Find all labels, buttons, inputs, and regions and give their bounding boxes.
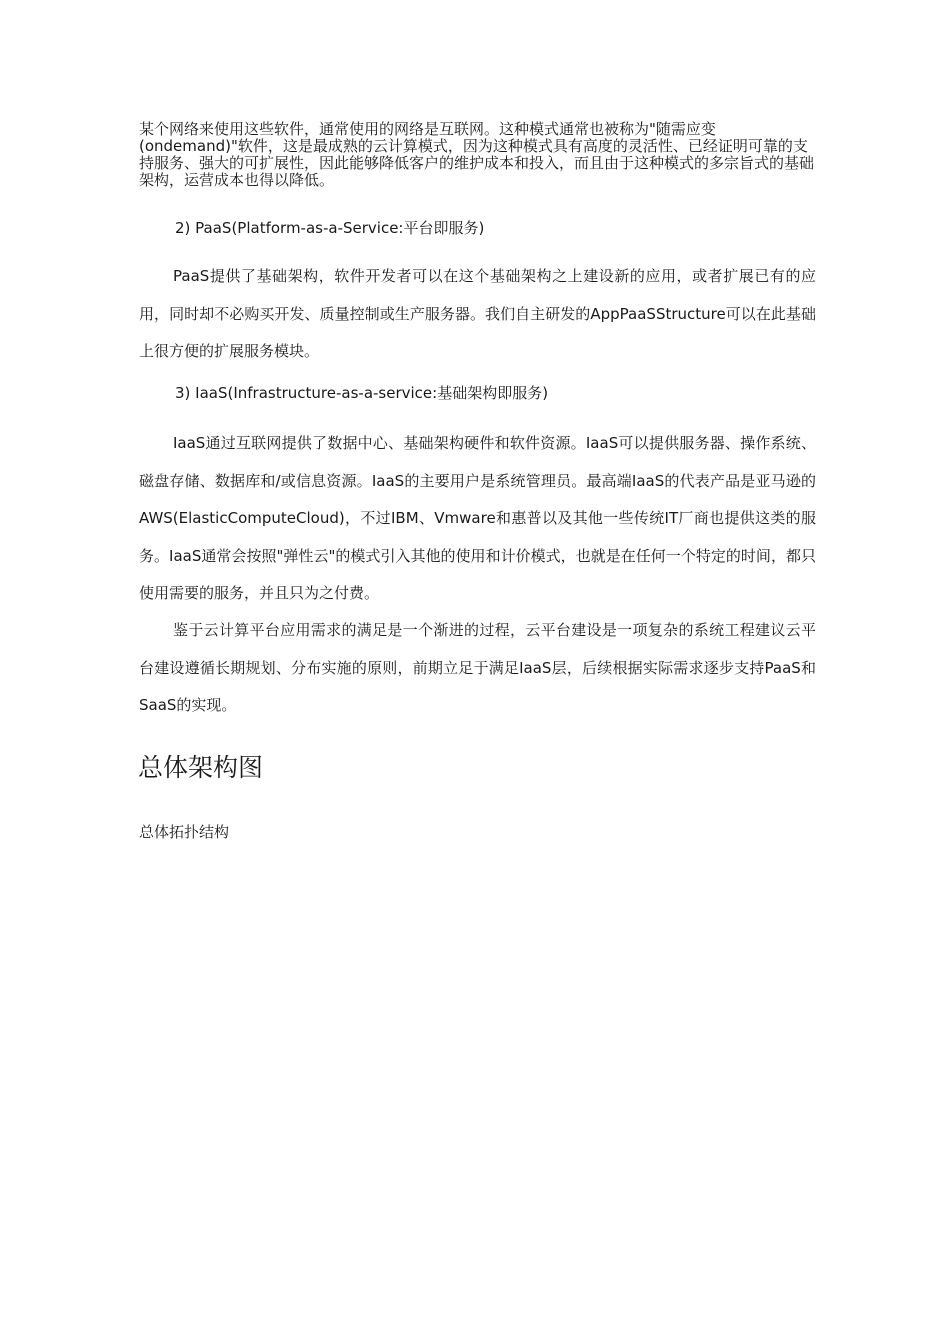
conclusion-paragraph: 鉴于云计算平台应用需求的满足是一个渐进的过程，云平台建设是一项复杂的系统工程建议云平台建设遵循长期规划、分布实施的原则，前期立足于满足IaaS层，后续根据实际需求逐步支持PaaS和SaaS的实现。	[139, 621, 816, 714]
subsection-heading: 总体拓扑结构	[139, 823, 230, 841]
iaas-list-item: 3) IaaS(Infrastructure-as-a-service:基础架构即服务)	[175, 384, 549, 402]
section-heading: 总体架构图	[138, 753, 264, 782]
paas-paragraph: PaaS提供了基础架构，软件开发者可以在这个基础架构之上建设新的应用，或者扩展已有的应用，同时却不必购买开发、质量控制或生产服务器。我们自主研发的AppPaaSStructure可以在此基础上很方便的扩展服务模块。	[139, 267, 816, 360]
iaas-paragraph: IaaS通过互联网提供了数据中心、基础架构硬件和软件资源。IaaS可以提供服务器、操作系统、磁盘存储、数据库和/或信息资源。IaaS的主要用户是系统管理员。最高端IaaS的代表产品是亚马逊的AWS(ElasticComputeCloud)，不过IBM、Vmware和惠普以及其他一些传统IT厂商也提供这类的服务。IaaS通常会按照"弹性云"的模式引入其他的使用和计价模式，也就是在任何一个特定的时间，都只使用需要的服务，并且只为之付费。	[139, 434, 816, 602]
intro-paragraph: 某个网络来使用这些软件，通常使用的网络是互联网。这种模式通常也被称为"随需应变(ondemand)"软件，这是最成熟的云计算模式，因为这种模式具有高度的灵活性、已经证明可靠的支持服务、强大的可扩展性，因此能够降低客户的维护成本和投入，而且由于这种模式的多宗旨式的基础架构，运营成本也得以降低。	[139, 120, 815, 189]
paas-list-item: 2) PaaS(Platform-as-a-Service:平台即服务)	[175, 219, 485, 237]
